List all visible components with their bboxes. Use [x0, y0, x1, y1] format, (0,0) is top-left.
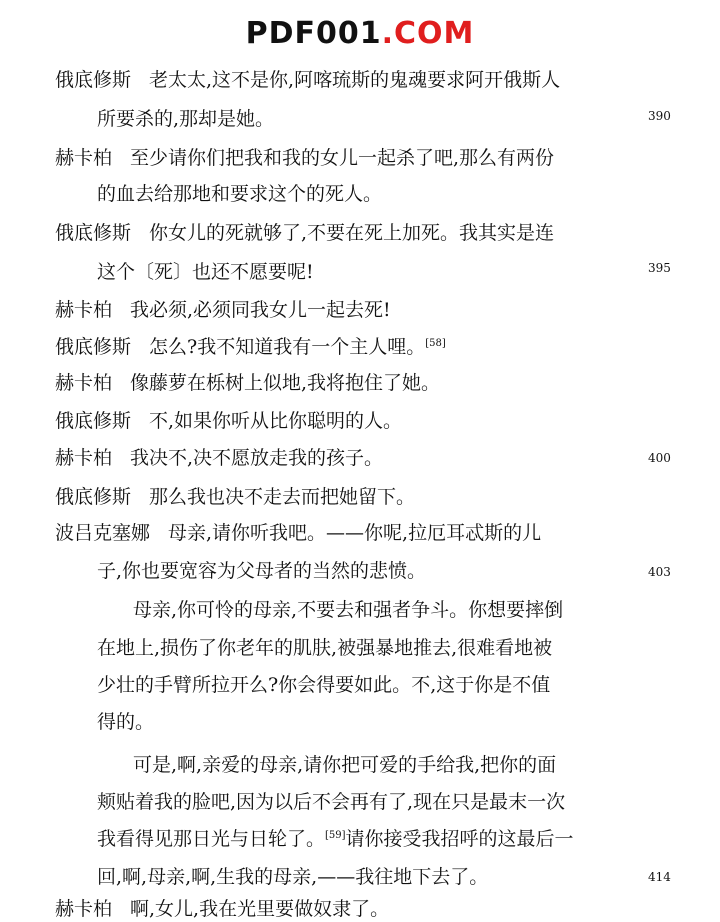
line-number: 395 — [648, 261, 671, 275]
line-text: 你女儿的死就够了,不要在死上加死。我其实是连 — [149, 222, 555, 244]
speaker-label: 俄底修斯 — [55, 410, 132, 432]
watermark-header — [0, 14, 720, 54]
speaker-label: 赫卡柏 — [55, 372, 113, 394]
header-pdf001: PDF001 — [245, 16, 382, 51]
dialogue-line — [55, 220, 554, 246]
footnote-ref: [58] — [425, 338, 446, 349]
speaker-label: 俄底修斯 — [55, 486, 132, 508]
speaker-label: 俄底修斯 — [55, 336, 132, 358]
line-text: 子,你也要宽容为父母者的当然的悲愤。 — [97, 560, 427, 582]
paragraph-line — [97, 672, 550, 698]
line-text: 至少请你们把我和我的女儿一起杀了吧,那么有两份 — [130, 147, 555, 169]
dialogue-line — [55, 520, 541, 546]
paragraph-line — [97, 789, 565, 815]
line-text: 少壮的手臂所拉开么?你会得要如此。不,这于你是不值 — [97, 674, 551, 696]
line-number: 390 — [648, 109, 671, 123]
line-text: 得的。 — [97, 711, 155, 733]
line-text: 颊贴着我的脸吧,因为以后不会再有了,现在只是最末一次 — [97, 791, 566, 813]
speaker-label: 波吕克塞娜 — [55, 522, 151, 544]
paragraph-line — [97, 635, 552, 661]
line-text: 的血去给那地和要求这个的死人。 — [97, 183, 383, 205]
line-text: 母亲,请你听我吧。——你呢,拉厄耳忒斯的儿 — [168, 522, 542, 544]
line-text: 老太太,这不是你,阿喀琉斯的鬼魂要求阿开俄斯人 — [149, 69, 561, 91]
speaker-label: 赫卡柏 — [55, 299, 113, 321]
line-text: 我看得见那日光与日轮了。 — [97, 828, 326, 850]
paragraph-line — [97, 709, 154, 735]
dialogue-line — [55, 370, 440, 396]
line-text: 不,如果你听从比你聪明的人。 — [149, 410, 403, 432]
line-text: 啊,女儿,我在光里要做奴隶了。 — [130, 898, 390, 920]
speaker-label: 赫卡柏 — [55, 898, 113, 920]
line-text: 在地上,损伤了你老年的肌肤,被强暴地推去,很难看地被 — [97, 637, 553, 659]
line-text: 母亲,你可怜的母亲,不要去和强者争斗。你想要摔倒 — [133, 599, 564, 621]
dialogue-line — [55, 445, 383, 471]
speaker-label: 赫卡柏 — [55, 447, 113, 469]
dialogue-line — [97, 106, 274, 132]
line-text: 可是,啊,亲爱的母亲,请你把可爱的手给我,把你的面 — [133, 754, 557, 776]
paragraph-line — [133, 752, 556, 778]
line-text: 请你接受我招呼的这最后一 — [345, 828, 574, 850]
dialogue-line — [97, 558, 426, 584]
speaker-label: 赫卡柏 — [55, 147, 113, 169]
header-dotcom: .COM — [381, 16, 475, 51]
line-number: 414 — [648, 870, 671, 884]
line-text: 怎么?我不知道我有一个主人哩。 — [149, 336, 426, 358]
dialogue-line — [97, 181, 382, 207]
dialogue-line — [97, 259, 314, 285]
dialogue-line — [55, 297, 391, 323]
dialogue-line — [55, 408, 402, 434]
line-number: 400 — [648, 451, 671, 465]
line-text: 我决不,决不愿放走我的孩子。 — [130, 447, 384, 469]
paragraph-line — [97, 864, 488, 890]
paragraph-line — [97, 826, 574, 852]
dialogue-line-cropped — [55, 896, 390, 920]
line-text: 像藤萝在栎树上似地,我将抱住了她。 — [130, 372, 441, 394]
line-text: 这个〔死〕也还不愿要呢! — [97, 261, 314, 283]
dialogue-line — [55, 67, 560, 93]
dialogue-line — [55, 145, 554, 171]
dialogue-line — [55, 334, 446, 360]
footnote-ref: [59] — [325, 830, 346, 841]
line-text: 所要杀的,那却是她。 — [97, 108, 275, 130]
line-number: 403 — [648, 565, 671, 579]
paragraph-line — [133, 597, 563, 623]
dialogue-line — [55, 484, 415, 510]
line-text: 回,啊,母亲,啊,生我的母亲,——我往地下去了。 — [97, 866, 489, 888]
speaker-label: 俄底修斯 — [55, 222, 132, 244]
speaker-label: 俄底修斯 — [55, 69, 132, 91]
line-text: 我必须,必须同我女儿一起去死! — [130, 299, 391, 321]
line-text: 那么我也决不走去而把她留下。 — [149, 486, 416, 508]
